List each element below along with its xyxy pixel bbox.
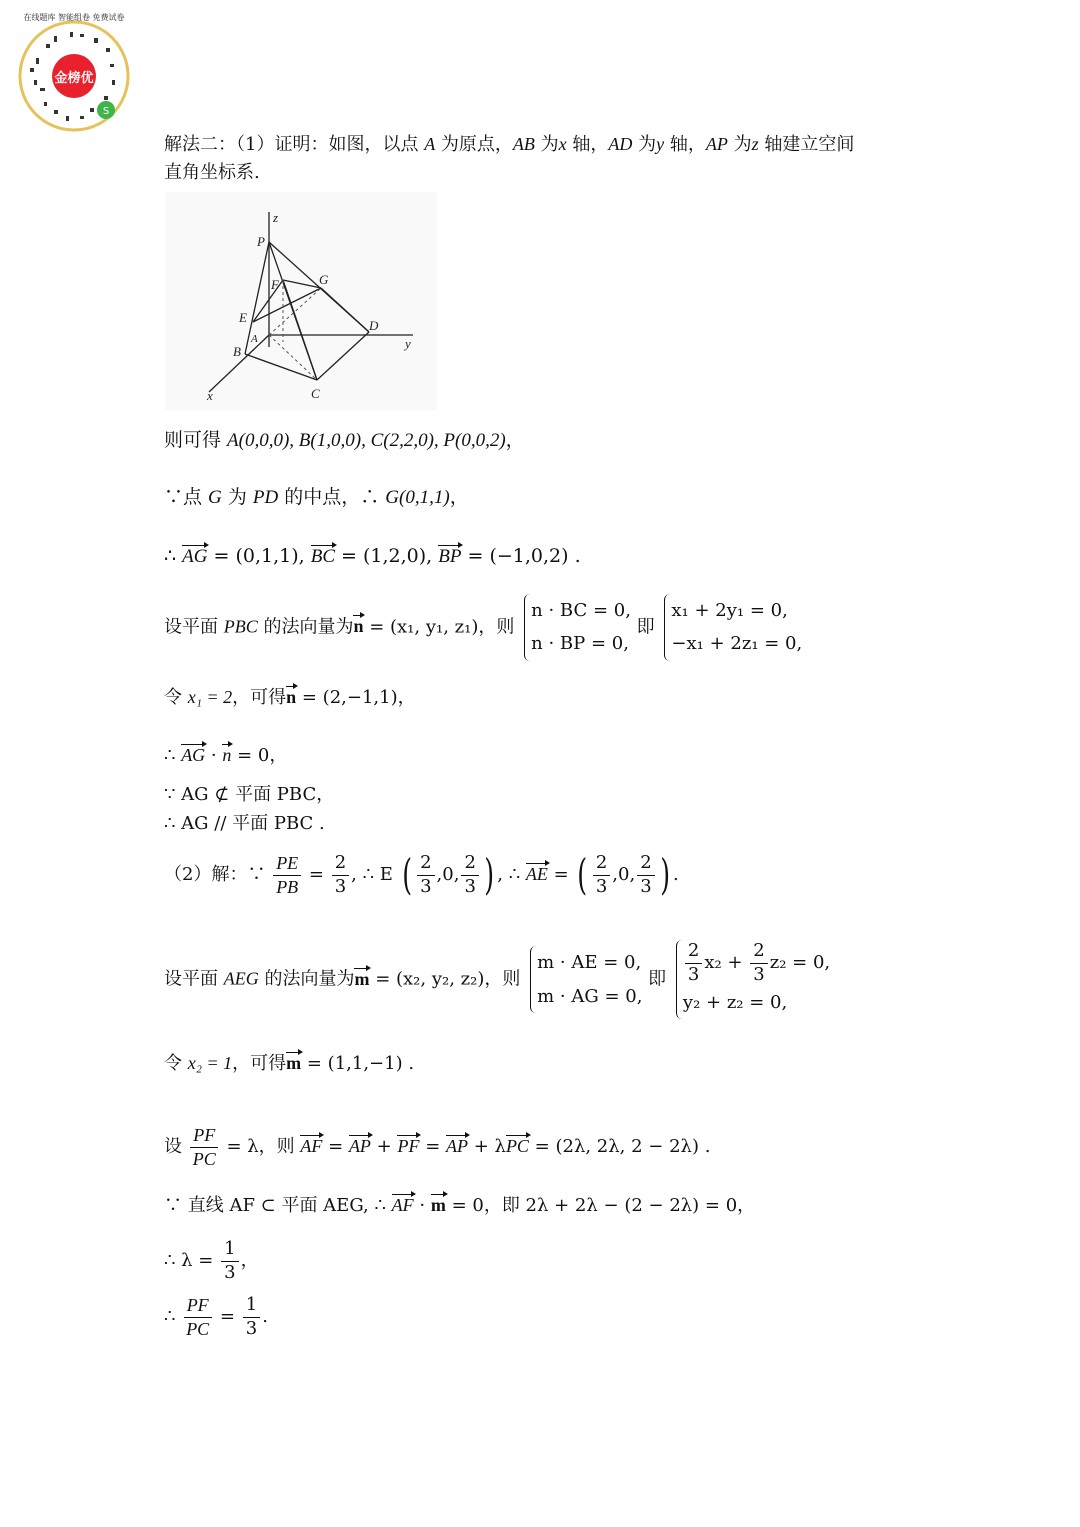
system-brace: m · AE = 0, m · AG = 0, bbox=[530, 946, 642, 1013]
label-d: D bbox=[369, 318, 379, 333]
text-line-4: ∵点 G 为 PD 的中点，∴ G(0,1,1)， bbox=[164, 486, 469, 508]
text-line-3: 则可得 A(0,0,0), B(1,0,0), C(2,2,0), P(0,0,2)， bbox=[164, 429, 525, 451]
label-a: A bbox=[251, 333, 258, 345]
text-line-17: ∴ $\frac{PF}{PC}$ = $\frac{1}{3}$ . bbox=[164, 1294, 268, 1339]
text-line-13: 令 x₂ = 1，可得m = (1,1,−1) . bbox=[164, 1053, 415, 1074]
text-line-6: 设平面 PBC 的法向量为n = (x₁, y₁, z₁)，则 n · BC = 0, n · BP = 0, 即 x₁ + 2y₁ = 0, −x₁ + 2z₁ = 0, bbox=[164, 594, 802, 661]
text-line-11: （2）解：∵ $\frac{PE}{PB}$ = $\frac{2}{3}$ , ∴ E ( $\frac{2}{3}$ , 0, $\frac{2}{3}$ ) , ∴ AE = ( $\frac{2}{3}$ , 0, $\frac{2}{3}$ ) . bbox=[164, 850, 679, 899]
label-z: z bbox=[273, 210, 279, 225]
qr-logo-icon bbox=[10, 8, 138, 136]
text-line-15: ∵ 直线 AF ⊂ 平面 AEG, ∴ AF · m = 0，即 2λ + 2λ − (2 − 2λ) = 0， bbox=[164, 1195, 756, 1216]
text-line-2: 直角坐标系. bbox=[164, 162, 260, 183]
system-brace: x₁ + 2y₁ = 0, −x₁ + 2z₁ = 0, bbox=[664, 594, 802, 661]
label-e: E bbox=[239, 310, 247, 325]
label-b: B bbox=[233, 344, 241, 359]
label-f: F bbox=[271, 277, 279, 292]
label-y: y bbox=[405, 336, 411, 351]
label-p: P bbox=[257, 234, 265, 249]
svg-text:S: S bbox=[102, 106, 110, 117]
system-brace: n · BC = 0, n · BP = 0, bbox=[524, 594, 631, 661]
text-line-7: 令 x₁ = 2，可得n = (2,−1,1)， bbox=[164, 687, 416, 708]
label-c: C bbox=[311, 386, 320, 401]
text-line-1: 解法二：（1）证明：如图，以点 A 为原点，AB 为x 轴，AD 为y 轴，AP 为z 轴建立空间 bbox=[164, 134, 855, 155]
label-g: G bbox=[319, 272, 329, 287]
text-line-12: 设平面 AEG 的法向量为m = (x₂, y₂, z₂)，则 m · AE = 0, m · AG = 0, 即 $\frac{2}{3}$ x₂ + $\frac{2}{3}$ z₂ = 0, y₂ + z₂ = 0, bbox=[164, 940, 830, 1019]
system-brace: $\frac{2}{3}$ x₂ + $\frac{2}{3}$ z₂ = 0, y₂ + z₂ = 0, bbox=[676, 940, 830, 1019]
text-line-5: ∴ AG = (0,1,1), BC = (1,2,0), BP = (−1,0,2) . bbox=[164, 545, 581, 567]
text-line-10: ∴ AG // 平面 PBC . bbox=[164, 813, 325, 834]
text-line-16: ∴ λ = $\frac{1}{3}$ ， bbox=[164, 1238, 259, 1283]
logo-brand-text: 金榜优 bbox=[54, 71, 94, 86]
text-line-9: ∵ AG ⊄ 平面 PBC， bbox=[164, 784, 335, 805]
text-line-8: ∴ AG · n = 0， bbox=[164, 745, 288, 766]
logo-ring-text: 在线题库 智能组卷 免费试卷 bbox=[23, 13, 125, 22]
label-x: x bbox=[207, 388, 213, 403]
pyramid-figure bbox=[165, 192, 437, 410]
text-line-14: 设 $\frac{PF}{PC}$ = λ，则 AF = AP + PF = AP + λPC = (2λ, 2λ, 2 − 2λ) . bbox=[164, 1125, 711, 1169]
